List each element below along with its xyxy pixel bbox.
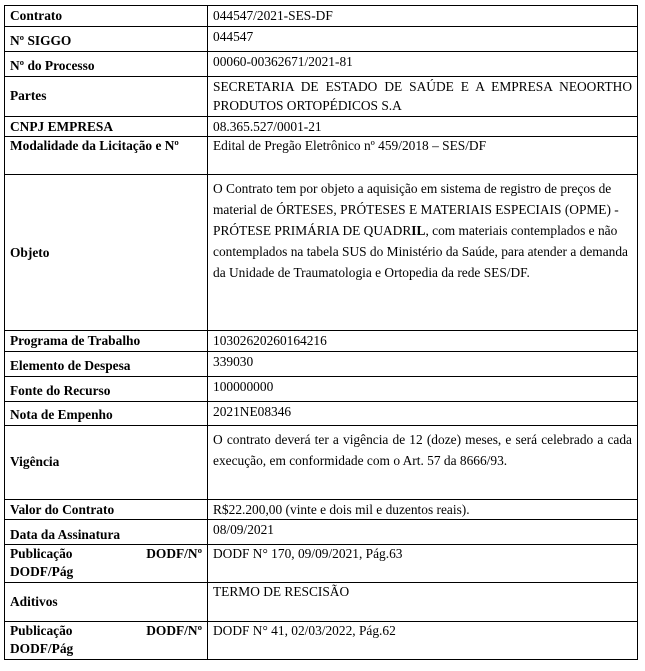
value-siggo: 044547 (208, 26, 638, 51)
row-publicacao-2 (5, 622, 638, 660)
value-programa: 10302620260164216 (208, 331, 638, 352)
row-contrato (5, 6, 638, 27)
row-cnpj (5, 116, 638, 137)
row-siggo (5, 26, 638, 51)
label-publicacao-2 (5, 622, 208, 660)
label-elemento: Elemento de Despesa (5, 351, 208, 376)
row-fonte (5, 376, 638, 401)
row-empenho (5, 401, 638, 425)
row-modalidade (5, 137, 638, 175)
label-valor: Valor do Contrato (5, 499, 208, 520)
row-publicacao-1 (5, 545, 638, 583)
value-elemento: 339030 (208, 351, 638, 376)
value-modalidade: Edital de Pregão Eletrônico nº 459/2018 – SES/DF (208, 137, 638, 175)
dodf-n-word: DODF/Nº (146, 623, 202, 638)
value-data-assinatura: 08/09/2021 (208, 520, 638, 545)
label-cnpj: CNPJ EMPRESA (5, 116, 208, 137)
value-vigencia: O contrato deverá ter a vigência de 12 (doze) meses, e será celebrado a cada execução, em conformidade com o Art. 57 da 8666/93. (208, 425, 638, 499)
value-cnpj: 08.365.527/0001-21 (208, 116, 638, 137)
objeto-text-b: , com materiais contemplados e não contemplados na tabela SUS do Ministério da Saúde, para atender a demanda da Unidade de Traumatologia e Ortopedia da rede SES/DF. (213, 223, 628, 280)
label-contrato: Contrato (5, 6, 208, 27)
publicacao-word: Publicação (10, 623, 73, 638)
contract-table (4, 5, 638, 660)
row-programa (5, 331, 638, 352)
dodf-pag-word: DODF/Pág (10, 641, 74, 656)
publicacao-word: Publicação (10, 546, 73, 561)
row-processo (5, 51, 638, 76)
row-objeto (5, 175, 638, 331)
row-valor (5, 499, 638, 520)
label-partes: Partes (5, 76, 208, 116)
label-programa: Programa de Trabalho (5, 331, 208, 352)
value-contrato: 044547/2021-SES-DF (208, 6, 638, 27)
label-aditivos: Aditivos (5, 583, 208, 622)
label-data-assinatura: Data da Assinatura (5, 520, 208, 545)
label-fonte: Fonte do Recurso (5, 376, 208, 401)
row-vigencia (5, 425, 638, 499)
row-data-assinatura (5, 520, 638, 545)
value-objeto (208, 175, 638, 331)
label-modalidade: Modalidade da Licitação e Nº (5, 137, 208, 175)
value-empenho: 2021NE08346 (208, 401, 638, 425)
value-publicacao-2: DODF N° 41, 02/03/2022, Pág.62 (208, 622, 638, 660)
objeto-text-a: O Contrato tem por objeto a aquisição em sistema de registro de preços de material de ÓRTESES, PRÓTESES E MATERIAIS ESPECIAIS (OPME) - PRÓTESE PRIMÁRIA DE QUADR (213, 181, 619, 238)
row-elemento (5, 351, 638, 376)
label-empenho: Nota de Empenho (5, 401, 208, 425)
value-aditivos: TERMO DE RESCISÃO (208, 583, 638, 622)
objeto-text-bold: IL (411, 223, 426, 238)
label-siggo: Nº SIGGO (5, 26, 208, 51)
value-fonte: 100000000 (208, 376, 638, 401)
value-partes: SECRETARIA DE ESTADO DE SAÚDE E A EMPRESA NEOORTHO PRODUTOS ORTOPÉDICOS S.A (208, 76, 638, 116)
row-partes (5, 76, 638, 116)
value-publicacao-1: DODF N° 170, 09/09/2021, Pág.63 (208, 545, 638, 583)
row-aditivos (5, 583, 638, 622)
value-valor: R$22.200,00 (vinte e dois mil e duzentos reais). (208, 499, 638, 520)
dodf-pag-word: DODF/Pág (10, 564, 74, 579)
label-objeto: Objeto (5, 175, 208, 331)
dodf-n-word: DODF/Nº (146, 546, 202, 561)
label-vigencia: Vigência (5, 425, 208, 499)
value-processo: 00060-00362671/2021-81 (208, 51, 638, 76)
label-publicacao-1 (5, 545, 208, 583)
label-processo: Nº do Processo (5, 51, 208, 76)
